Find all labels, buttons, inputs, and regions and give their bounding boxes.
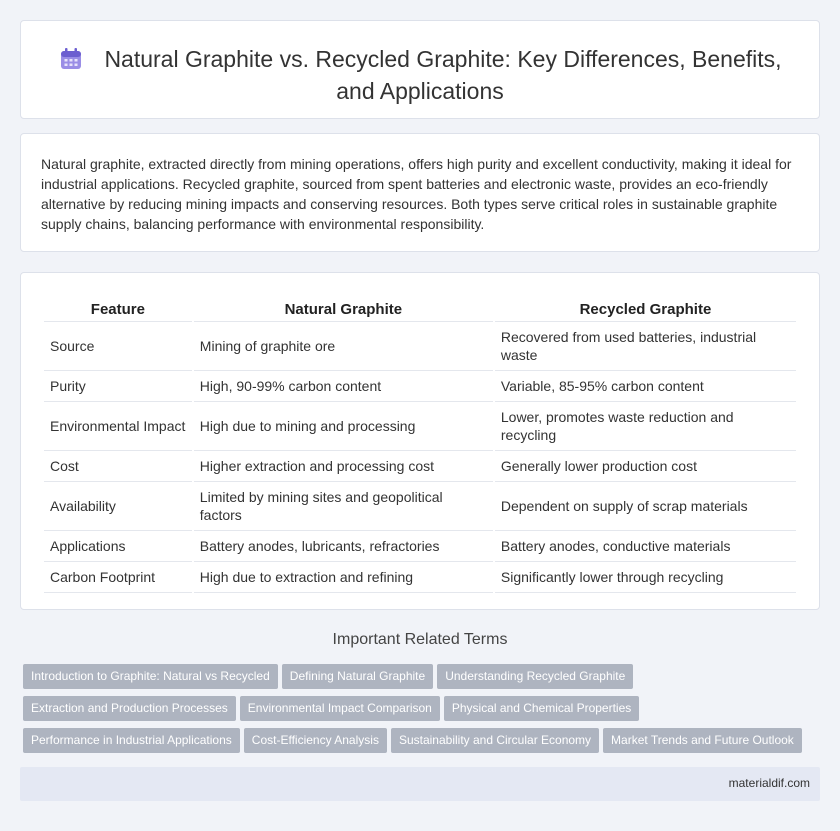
related-term-tag[interactable]: Sustainability and Circular Economy	[391, 728, 599, 753]
table-cell-recycled: Generally lower production cost	[495, 451, 796, 482]
related-term-tag[interactable]: Extraction and Production Processes	[23, 696, 236, 721]
footer-bar	[20, 767, 820, 801]
related-term-tag[interactable]: Cost-Efficiency Analysis	[244, 728, 387, 753]
related-term-tag[interactable]: Physical and Chemical Properties	[444, 696, 639, 721]
table-row	[44, 562, 796, 593]
intro-paragraph: Natural graphite, extracted directly from mining operations, offers high purity and excellent conductivity, making it ideal for industrial applications. Recycled graphite, sourced from spent batteries and electronic waste, provides an eco-friendly alternative by reducing mining impacts and conserving resources. Both types serve critical roles in sustainable graphite supply chains, balancing performance with environmental responsibility.	[41, 156, 792, 232]
table-cell-recycled: Variable, 85-95% carbon content	[495, 371, 796, 402]
intro-card	[20, 133, 820, 252]
calendar-icon	[58, 46, 84, 72]
table-cell-recycled: Dependent on supply of scrap materials	[495, 482, 796, 531]
table-cell-natural: High due to extraction and refining	[194, 562, 493, 593]
table-cell-natural: Higher extraction and processing cost	[194, 451, 493, 482]
table-row	[44, 402, 796, 451]
footer-site-link[interactable]: materialdif.com	[728, 776, 810, 790]
column-header-natural: Natural Graphite	[194, 297, 493, 322]
related-terms-tags	[23, 664, 823, 760]
comparison-table-card	[20, 272, 820, 610]
header-card	[20, 20, 820, 119]
table-cell-feature: Cost	[44, 451, 192, 482]
page-title: Natural Graphite vs. Recycled Graphite: Key Differences, Benefits, and Applications	[104, 46, 782, 104]
table-row	[44, 451, 796, 482]
related-term-tag[interactable]: Environmental Impact Comparison	[240, 696, 440, 721]
table-cell-natural: Limited by mining sites and geopolitical factors	[194, 482, 493, 531]
table-cell-natural: Mining of graphite ore	[194, 322, 493, 371]
table-row	[44, 531, 796, 562]
table-header-row	[44, 297, 796, 322]
related-term-tag[interactable]: Performance in Industrial Applications	[23, 728, 240, 753]
related-term-tag[interactable]: Introduction to Graphite: Natural vs Recycled	[23, 664, 278, 689]
table-cell-natural: High, 90-99% carbon content	[194, 371, 493, 402]
table-cell-feature: Carbon Footprint	[44, 562, 192, 593]
table-cell-feature: Applications	[44, 531, 192, 562]
related-term-tag[interactable]: Market Trends and Future Outlook	[603, 728, 802, 753]
related-terms-title: Important Related Terms	[332, 631, 508, 648]
table-cell-feature: Availability	[44, 482, 192, 531]
table-cell-natural: High due to mining and processing	[194, 402, 493, 451]
comparison-table	[42, 297, 798, 593]
table-row	[44, 482, 796, 531]
page-title-wrap	[21, 43, 819, 107]
table-row	[44, 322, 796, 371]
table-row	[44, 371, 796, 402]
table-cell-recycled: Significantly lower through recycling	[495, 562, 796, 593]
table-cell-feature: Environmental Impact	[44, 402, 192, 451]
related-term-tag[interactable]: Defining Natural Graphite	[282, 664, 433, 689]
table-cell-recycled: Recovered from used batteries, industrial waste	[495, 322, 796, 371]
table-cell-recycled: Battery anodes, conductive materials	[495, 531, 796, 562]
table-cell-feature: Purity	[44, 371, 192, 402]
table-cell-recycled: Lower, promotes waste reduction and recycling	[495, 402, 796, 451]
table-cell-natural: Battery anodes, lubricants, refractories	[194, 531, 493, 562]
column-header-recycled: Recycled Graphite	[495, 297, 796, 322]
table-cell-feature: Source	[44, 322, 192, 371]
related-term-tag[interactable]: Understanding Recycled Graphite	[437, 664, 633, 689]
column-header-feature: Feature	[44, 297, 192, 322]
